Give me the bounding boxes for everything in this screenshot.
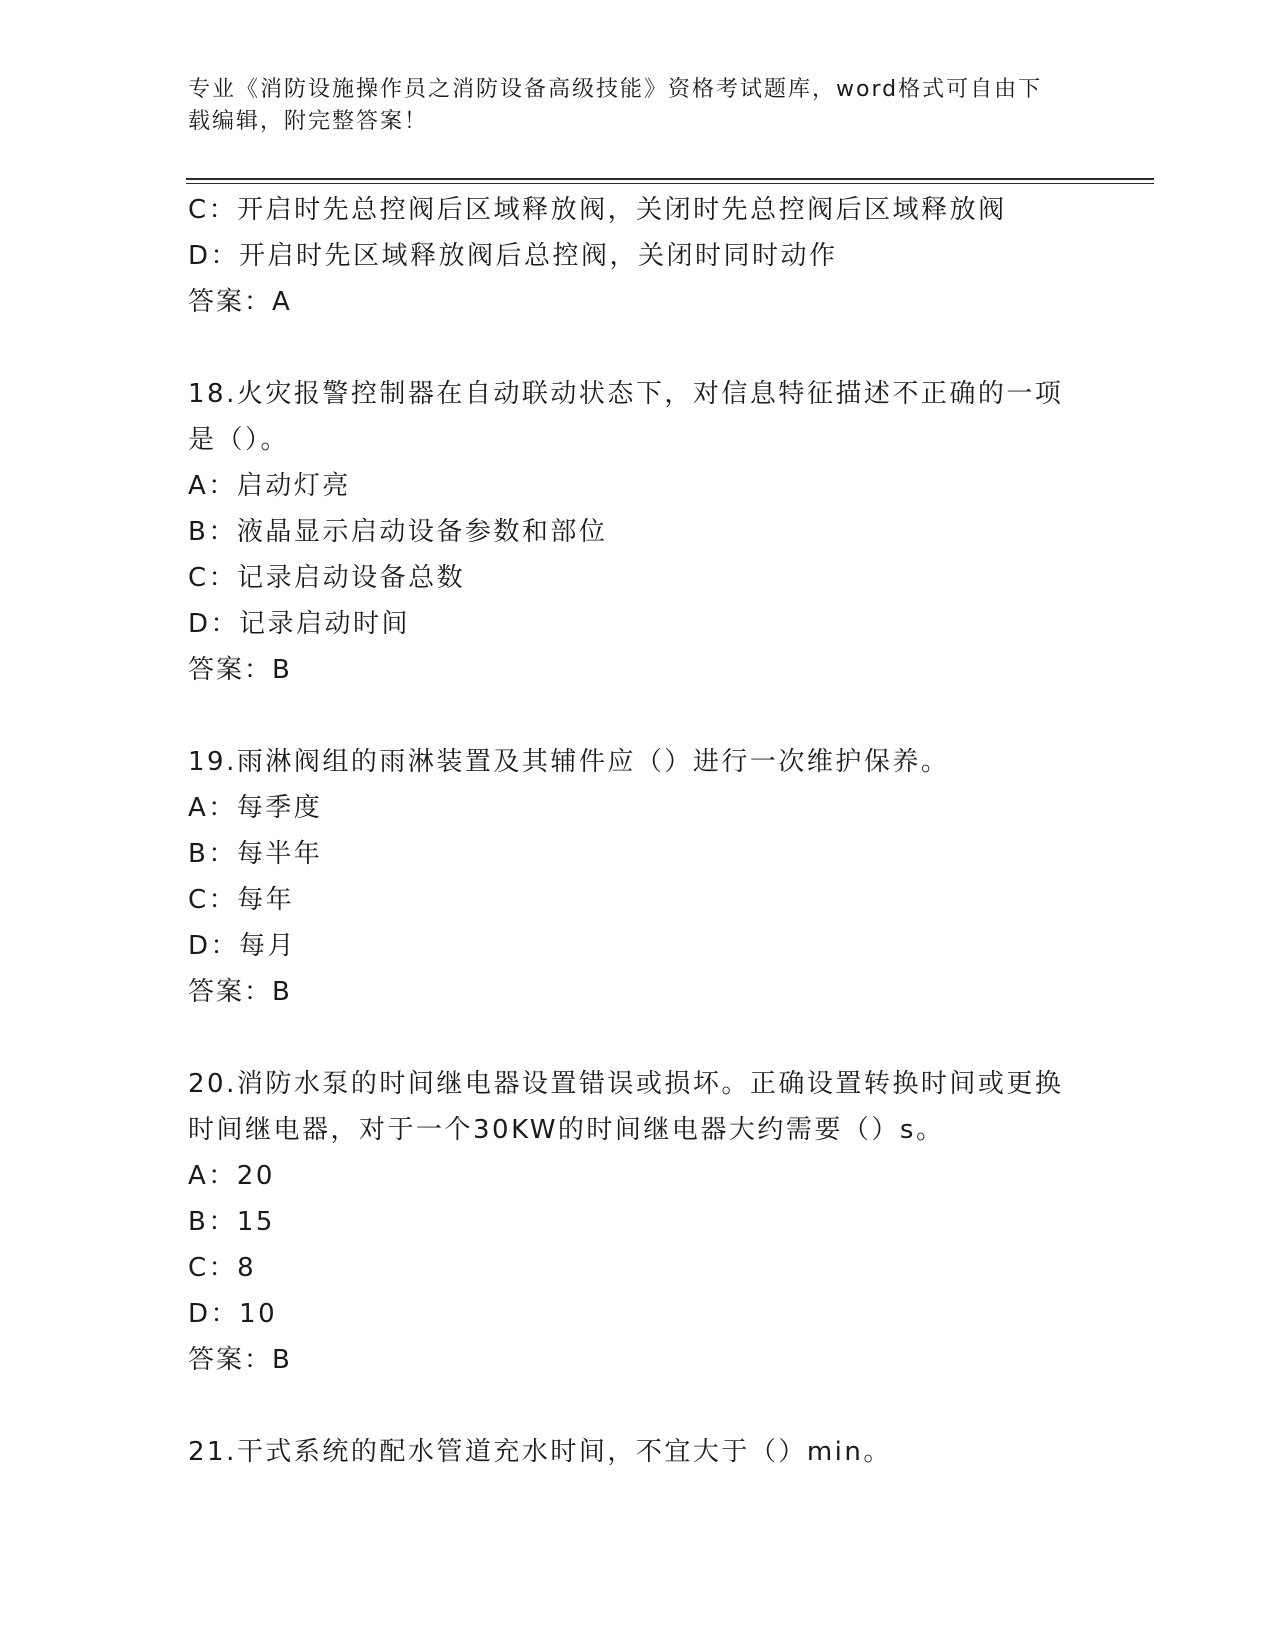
option-b: B：15 [188, 1207, 275, 1237]
question-stem-continued: 时间继电器，对于一个30KW的时间继电器大约需要（）s。 [188, 1115, 945, 1145]
question-spacer [188, 1015, 1088, 1061]
option-d: D：开启时先区域释放阀后总控阀，关闭时同时动作 [188, 241, 838, 271]
option-a: A：启动灯亮 [188, 471, 351, 501]
question-spacer [188, 693, 1088, 739]
question-stem: 20.消防水泵的时间继电器设置错误或损坏。正确设置转换时间或更换 [188, 1069, 1064, 1099]
header-divider-thin [186, 183, 1154, 184]
answer-line: 答案：B [188, 655, 292, 685]
option-b: B：每半年 [188, 839, 323, 869]
question-18 [188, 371, 1088, 693]
answer-line: 答案：B [188, 1345, 292, 1375]
option-c: C：记录启动设备总数 [188, 563, 466, 593]
answer-line: 答案：B [188, 977, 292, 1007]
question-19 [188, 739, 1088, 1015]
question-stem: 19.雨淋阀组的雨淋装置及其辅件应（）进行一次维护保养。 [188, 747, 950, 777]
option-b: B：液晶显示启动设备参数和部位 [188, 517, 608, 547]
option-c: C：8 [188, 1253, 257, 1283]
question-20 [188, 1061, 1088, 1383]
option-d: D：10 [188, 1299, 278, 1329]
header-divider-thick [186, 178, 1154, 180]
option-a: A：每季度 [188, 793, 323, 823]
answer-line: 答案：A [188, 287, 292, 317]
header-line-1: 专业《消防设施操作员之消防设备高级技能》资格考试题库，word格式可自由下 [188, 77, 1043, 102]
option-c: C：每年 [188, 885, 295, 915]
question-17-continued [188, 187, 1088, 325]
question-21 [188, 1429, 1088, 1475]
header-line-2: 载编辑，附完整答案！ [188, 109, 429, 134]
question-stem-continued: 是（）。 [188, 425, 290, 455]
option-d: D：记录启动时间 [188, 609, 411, 639]
option-c: C：开启时先总控阀后区域释放阀，关闭时先总控阀后区域释放阀 [188, 195, 1007, 225]
document-header [188, 74, 1068, 138]
question-list [188, 187, 1088, 1475]
question-stem: 21.干式系统的配水管道充水时间，不宜大于（）min。 [188, 1437, 892, 1467]
question-stem: 18.火灾报警控制器在自动联动状态下，对信息特征描述不正确的一项 [188, 379, 1064, 409]
option-d: D：每月 [188, 931, 297, 961]
question-spacer [188, 1383, 1088, 1429]
question-spacer [188, 325, 1088, 371]
option-a: A：20 [188, 1161, 275, 1191]
